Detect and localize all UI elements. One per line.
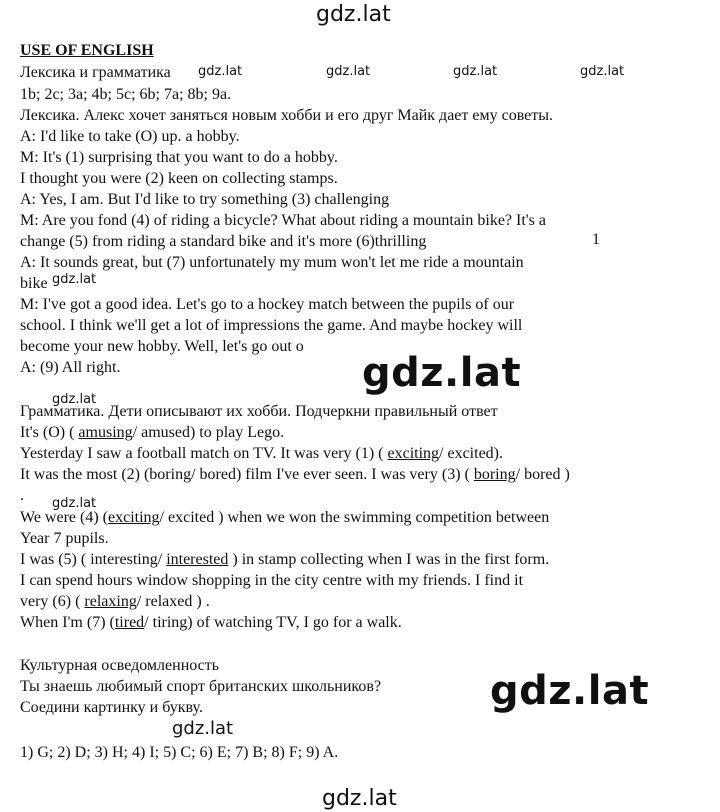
watermark-small: gdz.lat [198, 64, 243, 79]
watermark-big: gdz.lat [490, 668, 650, 714]
underlined-answer: relaxing [84, 593, 137, 610]
dialogue-line: bike [20, 275, 48, 292]
grammar-intro: Грамматика. Дети описывают их хобби. Подчеркни правильный ответ [20, 403, 498, 420]
grammar-item [20, 422, 710, 444]
dialogue-line: I thought you were (2) keen on collecting stamps. [20, 170, 338, 187]
grammar-item-text: It's (O) ( [20, 424, 79, 441]
grammar-item-text: / relaxed ) . [136, 593, 210, 610]
grammar-item-text: / tiring) of watching TV, I go for a walk. [144, 614, 402, 631]
grammar-item [20, 443, 710, 465]
watermark-small: gdz.lat [453, 64, 498, 79]
grammar-item [20, 591, 710, 613]
watermark-top: gdz.lat [316, 2, 391, 27]
grammar-item: I can spend hours window shopping in the city centre with my friends. I find it [20, 572, 524, 589]
grammar-item-text: / excited). [439, 445, 503, 462]
underlined-answer: boring [473, 466, 516, 483]
dialogue-line: M: It's (1) surprising that you want to do a hobby. [20, 149, 338, 166]
grammar-item [20, 507, 710, 529]
grammar-item [20, 549, 710, 571]
watermark-small: gdz.lat [52, 272, 97, 287]
grammar-item [20, 612, 710, 634]
dialogue-line: change (5) from riding a standard bike and it's more (6)thrilling [20, 233, 427, 250]
culture-question: Ты знаешь любимый спорт британских школьников? [20, 678, 382, 695]
watermark-bottom: gdz.lat [322, 786, 397, 811]
watermark-small: gdz.lat [580, 64, 625, 79]
grammar-item-text: very (6) ( [20, 593, 85, 610]
grammar-item-text: We were (4) ( [20, 509, 108, 526]
culture-task: Соедини картинку и букву. [20, 699, 203, 716]
grammar-item-text: I was (5) ( interesting/ [20, 551, 167, 568]
stray-mark: 1 [592, 231, 600, 248]
grammar-item-text: When I'm (7) ( [20, 614, 115, 631]
culture-title: Культурная осведомленность [20, 657, 220, 674]
grammar-item: Year 7 pupils. [20, 530, 109, 547]
watermark-small: gdz.lat [172, 718, 234, 739]
dialogue-line: M: Are you fond (4) of riding a bicycle? What about riding a mountain bike? It's a [20, 212, 546, 229]
dialogue-line: become your new hobby. Well, let's go out o [20, 338, 304, 355]
dialogue-line: A: (9) All right. [20, 359, 121, 376]
grammar-item [20, 464, 710, 486]
dialogue-line: school. I think we'll get a lot of impressions the game. And maybe hockey will [20, 317, 523, 334]
grammar-item-text: / bored ) [515, 466, 570, 483]
watermark-small: gdz.lat [52, 392, 97, 407]
culture-answers: 1) G; 2) D; 3) H; 4) I; 5) C; 6) E; 7) B; 8) F; 9) A. [20, 744, 339, 761]
underlined-answer: tired [114, 614, 145, 631]
grammar-item: . [20, 487, 24, 504]
lexis-intro: Лексика. Алекс хочет заняться новым хобби и его друг Майк дает ему советы. [20, 107, 554, 124]
watermark-big: gdz.lat [362, 350, 522, 396]
grammar-item-text: / amused) to play Lego. [132, 424, 285, 441]
dialogue-line: A: Yes, I am. But I'd like to try something (3) challenging [20, 191, 390, 208]
section-heading: USE OF ENGLISH [20, 42, 154, 59]
lexis-grammar-title: Лексика и грамматика [20, 64, 171, 81]
underlined-answer: interested [166, 551, 229, 568]
dialogue-line: M: I've got a good idea. Let's go to a hockey match between the pupils of our [20, 296, 515, 313]
answers-line: 1b; 2c; 3a; 4b; 5c; 6b; 7a; 8b; 9a. [20, 86, 232, 103]
dialogue-line: A: It sounds great, but (7) unfortunately my mum won't let me ride a mountain [20, 254, 524, 271]
grammar-item-text: It was the most (2) (boring/ bored) film I've ever seen. I was very (3) ( [20, 466, 474, 483]
underlined-answer: exciting [387, 445, 440, 462]
underlined-answer: amusing [78, 424, 133, 441]
grammar-item-text: / excited ) when we won the swimming competition between [159, 509, 550, 526]
watermark-small: gdz.lat [52, 496, 97, 511]
underlined-answer: exciting [108, 509, 160, 526]
watermark-small: gdz.lat [326, 64, 371, 79]
grammar-item-text: Yesterday I saw a football match on TV. It was very (1) ( [20, 445, 388, 462]
grammar-item-text: ) in stamp collecting when I was in the first form. [228, 551, 550, 568]
dialogue-line: A: I'd like to take (O) up. a hobby. [20, 128, 240, 145]
